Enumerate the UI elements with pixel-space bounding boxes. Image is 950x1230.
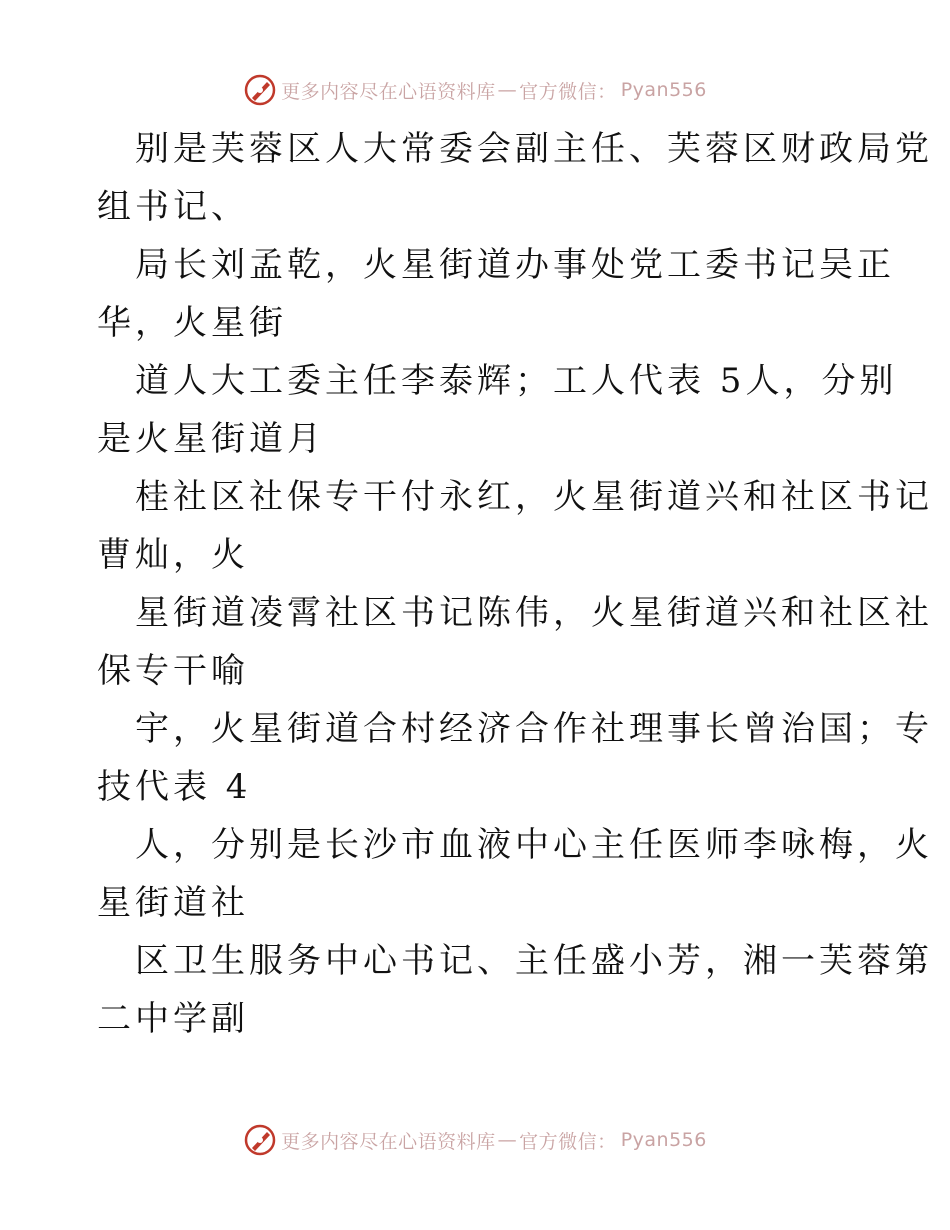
line-wrap: 二中学副 [97,999,249,1039]
watermark-suffix: 官方微信： [519,80,617,103]
line-wrap: 曹灿，火 [97,535,249,575]
line-wrap: 保专干喻 [97,651,249,691]
paragraph-line [97,584,933,700]
line-first: 别是芙蓉区人大常委会副主任、芙蓉区财政局党 [135,129,933,169]
line-wrap: 技代表 4 [97,767,252,807]
paragraph-line [97,700,933,816]
paragraph-line [97,468,933,584]
line-first: 宇，火星街道合村经济合作社理事长曾治国；专 [135,709,933,749]
watermark-text: 更多内容尽在心语资料库 [281,1130,496,1153]
line-wrap: 星街道社 [97,883,249,923]
header-watermark [0,70,950,110]
paragraph-line [97,352,898,468]
line-wrap: 是火星街道月 [97,419,325,459]
line-wrap: 华，火星街 [97,303,287,343]
watermark-suffix: 官方微信： [519,1130,617,1153]
line-first: 桂社区社保专干付永红，火星街道兴和社区书记 [135,477,933,517]
watermark-handle: Pyan556 [620,79,707,101]
pen-logo-icon [243,73,277,107]
line-wrap: 组书记、 [97,187,249,227]
paragraph-line [97,236,895,352]
line-first: 道人大工委主任李泰辉；工人代表 5人，分别 [135,361,898,401]
document-body [97,120,933,1048]
line-first: 人，分别是长沙市血液中心主任医师李咏梅，火 [135,825,933,865]
paragraph-line [97,120,933,236]
paragraph-line [97,816,933,932]
pen-logo-icon [243,1123,277,1157]
footer-watermark [0,1120,950,1160]
watermark-separator: — [497,79,518,101]
line-first: 局长刘孟乾，火星街道办事处党工委书记吴正 [135,245,895,285]
watermark-handle: Pyan556 [620,1129,707,1151]
watermark-text: 更多内容尽在心语资料库 [281,80,496,103]
paragraph-line [97,932,933,1048]
watermark-separator: — [497,1129,518,1151]
line-first: 星街道凌霄社区书记陈伟，火星街道兴和社区社 [135,593,933,633]
line-first: 区卫生服务中心书记、主任盛小芳，湘一芙蓉第 [135,941,933,981]
